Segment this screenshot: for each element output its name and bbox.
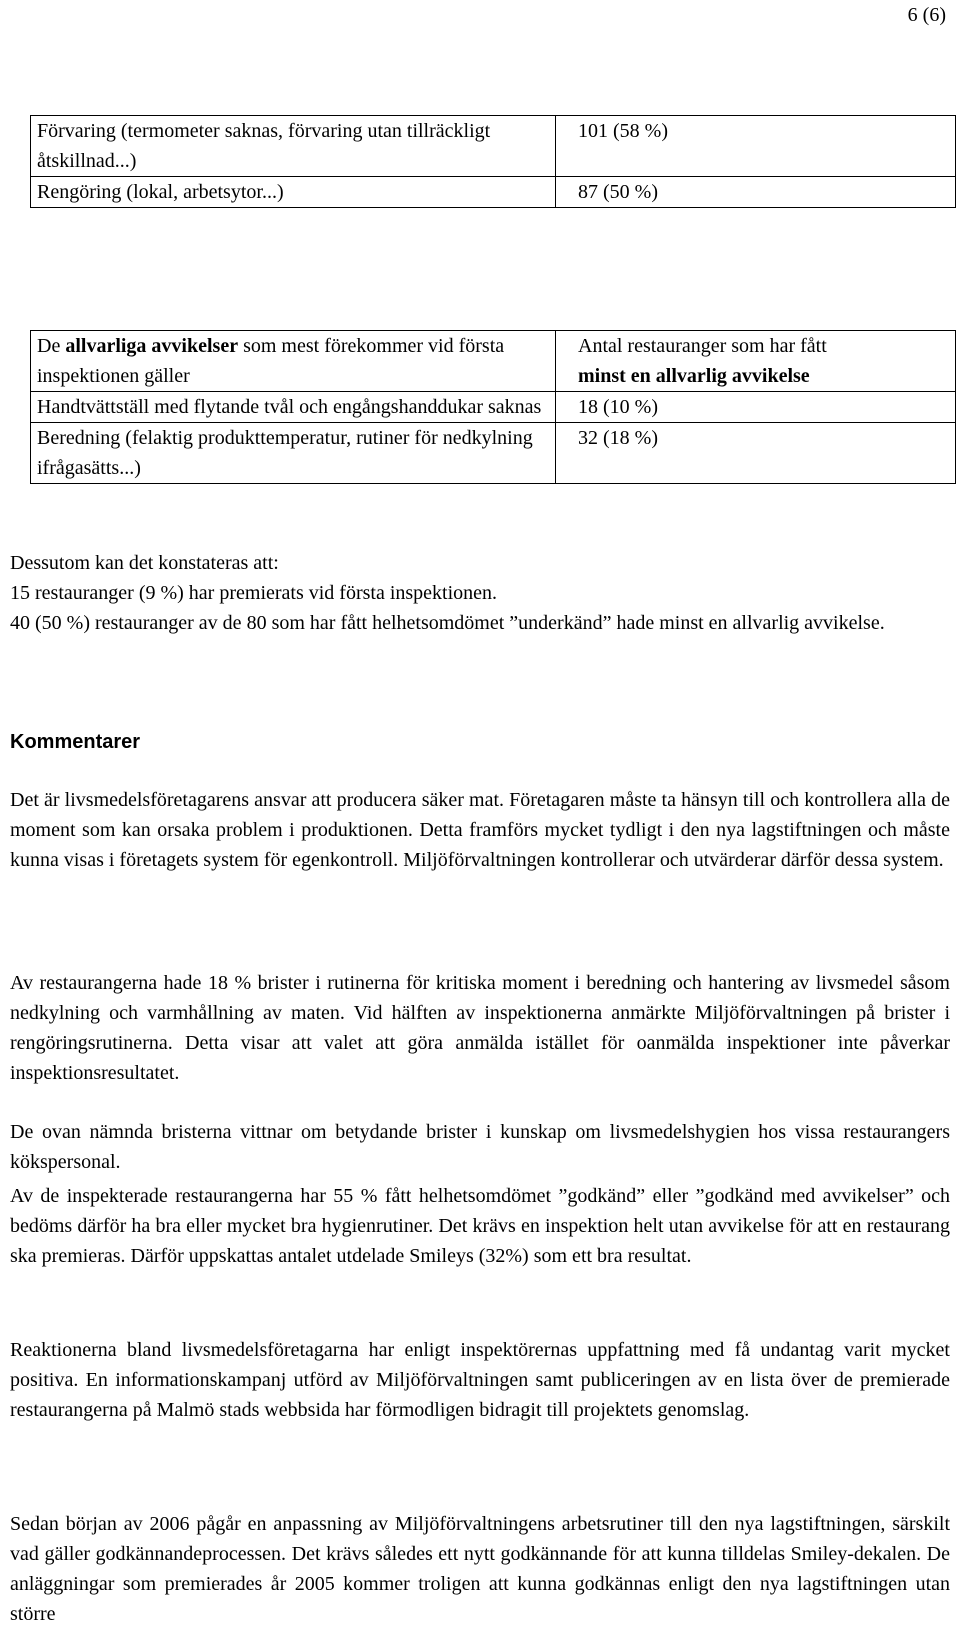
note-line: 15 restauranger (9 %) har premierats vid första inspektionen. bbox=[10, 582, 498, 604]
header-value-line-bold: minst en allvarlig avvikelse bbox=[578, 365, 810, 387]
table-cell-label: Förvaring (termometer saknas, förvaring utan tillräckligt åtskillnad...) bbox=[31, 116, 556, 177]
header-text: De bbox=[37, 335, 66, 357]
findings-notes bbox=[10, 548, 950, 638]
serious-deviations-table bbox=[30, 330, 956, 484]
page-number: 6 (6) bbox=[907, 4, 946, 26]
paragraph: Sedan början av 2006 pågår en anpassning av Miljöförvaltningens arbetsrutiner till den nya lagstiftningen, särskilt vad gäller godkännandeprocessen. Det krävs således ett nytt godkännande för att kunna tilldelas Smiley-dekalen. De anläggningar som premierades år 2005 kommer troligen att kunna godkännas enligt den nya lagstiftningen utan större bbox=[10, 1513, 950, 1625]
section-heading: Kommentarer bbox=[10, 731, 141, 753]
note-line: 40 (50 %) restauranger av de 80 som har fått helhetsomdömet ”underkänd” hade minst en allvarlig avvikelse. bbox=[10, 612, 885, 634]
note-line: Dessutom kan det konstateras att: bbox=[10, 552, 279, 574]
table-cell-value: 18 (10 %) bbox=[556, 392, 956, 423]
table-row bbox=[31, 177, 956, 208]
table-row bbox=[31, 423, 956, 484]
table-cell-value: 32 (18 %) bbox=[556, 423, 956, 484]
paragraph: Av restaurangerna hade 18 % brister i rutinerna för kritiska moment i beredning och hantering av livsmedel såsom nedkylning och varmhållning av maten. Vid hälften av inspektionerna anmärkte Miljöförvaltningen på brister i rengöringsrutinerna. Detta visar att valet att göra anmälda istället för oanmälda inspektioner inte påverkar inspektionsresultatet. bbox=[10, 972, 950, 1084]
table-row bbox=[31, 392, 956, 423]
paragraph: Det är livsmedelsföretagarens ansvar att producera säker mat. Företagaren måste ta hänsyn till och kontrollera alla de moment som kan orsaka problem i produktionen. Detta framförs mycket tydligt i den nya lagstiftningen och måste kunna visas i företagets system för egenkontroll. Miljöförvaltningen kontrollerar och utvärderar därför dessa system. bbox=[10, 789, 950, 871]
table-cell-label: Rengöring (lokal, arbetsytor...) bbox=[31, 177, 556, 208]
table-header-value bbox=[556, 331, 956, 392]
paragraph: De ovan nämnda bristerna vittnar om betydande brister i kunskap om livsmedelshygien hos vissa restaurangers kökspersonal. bbox=[10, 1121, 950, 1173]
table-cell-value: 101 (58 %) bbox=[556, 116, 956, 177]
deviations-table bbox=[30, 115, 956, 208]
table-header-row bbox=[31, 331, 956, 392]
paragraph: Av de inspekterade restaurangerna har 55 % fått helhetsomdömet ”godkänd” eller ”godkänd med avvikelser” och bedöms därför ha bra eller mycket bra hygienrutiner. Det krävs en inspektion helt utan avvikelse för att en restaurang ska premieras. Därför uppskattas antalet utdelade Smileys (32%) som ett bra resultat. bbox=[10, 1185, 950, 1267]
table-cell-label: Beredning (felaktig produkttemperatur, rutiner för nedkylning ifrågasätts...) bbox=[31, 423, 556, 484]
header-emphasis: allvarliga avvikelser bbox=[65, 335, 239, 357]
table-cell-value: 87 (50 %) bbox=[556, 177, 956, 208]
table-header-label bbox=[31, 331, 556, 392]
table-row bbox=[31, 116, 956, 177]
header-text: som mest förekommer vid första inspektionen gäller bbox=[37, 335, 505, 387]
paragraph: Reaktionerna bland livsmedelsföretagarna har enligt inspektörernas uppfattning med få undantag varit mycket positiva. En informationskampanj utförd av Miljöförvaltningen samt publiceringen av en lista över de premierade restaurangerna på Malmö stads webbsida har förmodligen bidragit till projektets genomslag. bbox=[10, 1339, 950, 1421]
header-value-line: Antal restauranger som har fått bbox=[578, 335, 827, 357]
table-cell-label: Handtvättställ med flytande tvål och engångshanddukar saknas bbox=[31, 392, 556, 423]
